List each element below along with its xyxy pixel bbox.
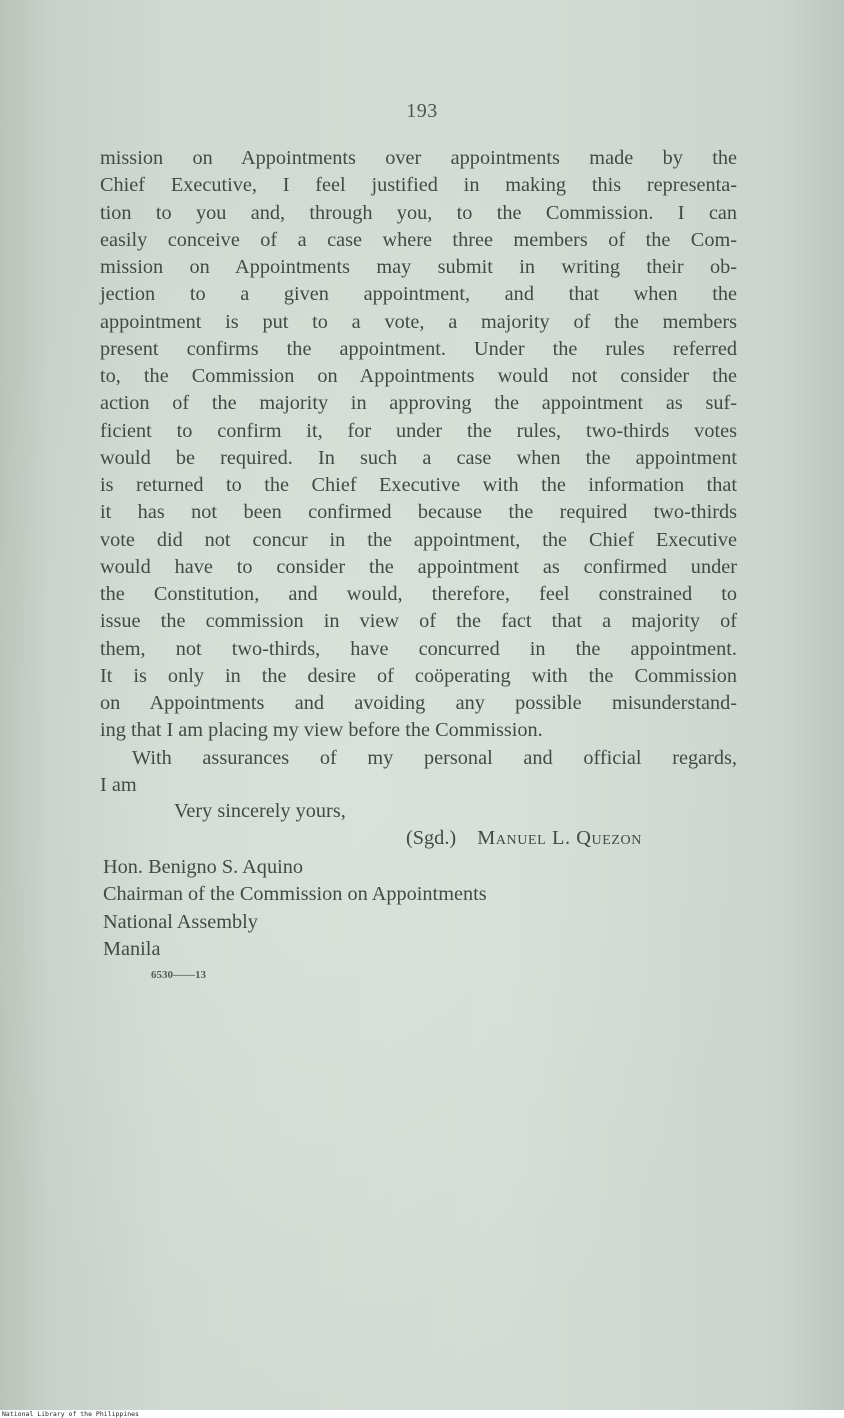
letter-body xyxy=(100,145,737,799)
body-line: would have to consider the appointment as confirmed under xyxy=(100,555,737,578)
addressee-line: National Assembly xyxy=(103,910,258,933)
body-line: I am xyxy=(100,773,137,796)
body-line: It is only in the desire of coöperating with the Commission xyxy=(100,664,737,687)
body-line: mission on Appointments may submit in writing their ob- xyxy=(100,256,737,278)
addressee-block xyxy=(103,854,487,963)
closing-salutation: Very sincerely yours, xyxy=(174,800,346,822)
signature-name: Manuel L. Quezon xyxy=(477,827,642,849)
body-line: With assurances of my personal and official regards, xyxy=(132,746,737,769)
addressee-line: Manila xyxy=(103,937,161,960)
body-line: vote did not concur in the appointment, the Chief Executive xyxy=(100,528,737,551)
body-line: ing that I am placing my view before the Commission. xyxy=(100,719,543,742)
addressee-line: Chairman of the Commission on Appointments xyxy=(103,883,487,906)
body-line: is returned to the Chief Executive with the information that xyxy=(100,474,737,496)
body-line: ficient to confirm it, for under the rules, two-thirds votes xyxy=(100,419,737,442)
body-line: on Appointments and avoiding any possible misunderstand- xyxy=(100,692,737,714)
printer-signature-mark: 6530——13 xyxy=(151,969,206,981)
body-line: mission on Appointments over appointments made by the xyxy=(100,147,737,169)
body-line: would be required. In such a case when the appointment xyxy=(100,446,737,469)
signature-block xyxy=(406,827,642,850)
body-line: tion to you and, through you, to the Commission. I can xyxy=(100,201,737,224)
body-line: jection to a given appointment, and that when the xyxy=(100,283,737,306)
page-number: 193 xyxy=(406,100,438,122)
signature-prefix: (Sgd.) xyxy=(406,827,457,849)
body-line: Chief Executive, I feel justified in making this representa- xyxy=(100,174,737,197)
body-line: action of the majority in approving the appointment as suf- xyxy=(100,392,737,415)
body-line: the Constitution, and would, therefore, feel constrained to xyxy=(100,583,737,605)
body-line: it has not been confirmed because the required two-thirds xyxy=(100,501,737,524)
body-line: easily conceive of a case where three members of the Com- xyxy=(100,228,737,251)
body-line: issue the commission in view of the fact that a majority of xyxy=(100,610,737,633)
addressee-line: Hon. Benigno S. Aquino xyxy=(103,856,304,878)
body-line: them, not two-thirds, have concurred in the appointment. xyxy=(100,637,737,660)
body-line: to, the Commission on Appointments would not consider the xyxy=(100,365,737,387)
body-line: present confirms the appointment. Under the rules referred xyxy=(100,337,737,360)
library-credit: National Library of the Philippines xyxy=(2,1410,139,1418)
body-line: appointment is put to a vote, a majority of the members xyxy=(100,310,737,333)
